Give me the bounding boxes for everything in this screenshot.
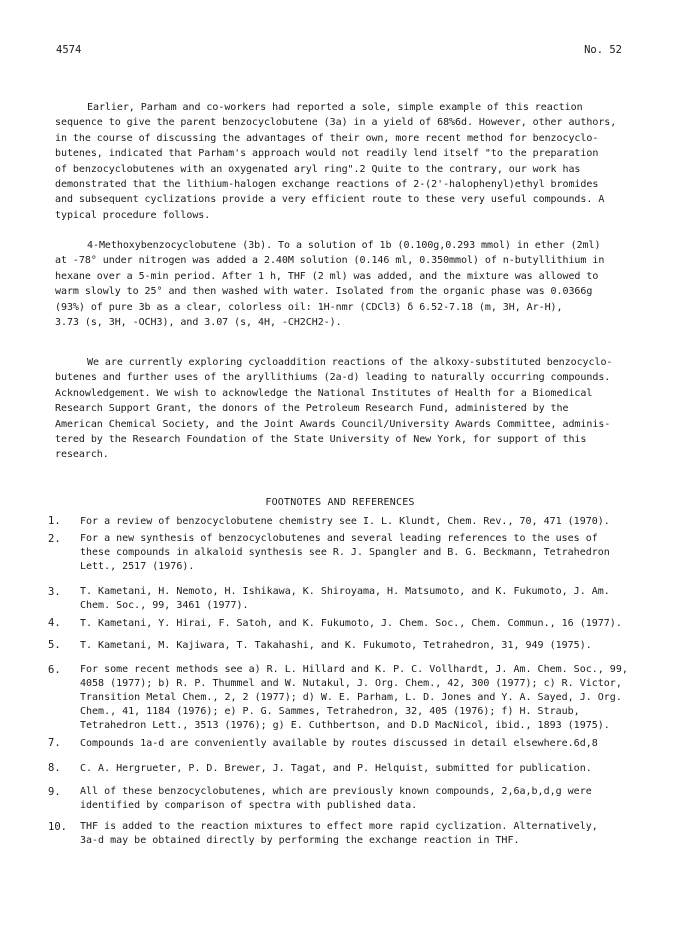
footnote-number: 3. xyxy=(48,586,61,598)
closing-paragraph xyxy=(55,355,631,463)
text-line: research. xyxy=(55,449,109,461)
text-line: butenes and further uses of the aryllithiums (2a-d) leading to naturally occurring compounds. xyxy=(55,372,611,384)
page-number: 4574 xyxy=(56,44,82,56)
footnote-line: Transition Metal Chem., 2, 2 (1977); d) W. E. Parham, L. D. Jones and Y. A. Sayed, J. Org. xyxy=(80,692,622,703)
text-line: American Chemical Society, and the Joint Awards Council/University Awards Committee, adminis- xyxy=(55,418,611,430)
footnote-line: C. A. Hergrueter, P. D. Brewer, J. Tagat, and P. Helquist, submitted for publication. xyxy=(80,763,592,774)
footnote-line: Chem., 41, 1184 (1976); e) P. G. Sammes, Tetrahedron, 32, 405 (1976); f) H. Straub, xyxy=(80,706,580,717)
footnote-line: Chem. Soc., 99, 3461 (1977). xyxy=(80,600,249,611)
footnote-line: identified by comparison of spectra with published data. xyxy=(80,800,418,811)
footnote-line: For some recent methods see a) R. L. Hillard and K. P. C. Vollhardt, J. Am. Chem. Soc., 99, xyxy=(80,664,628,675)
footnote-number: 7. xyxy=(48,737,61,749)
text-line: of benzocyclobutenes with an oxygenated aryl ring".2 Quite to the contrary, our work has xyxy=(55,163,581,175)
text-line: and subsequent cyclizations provide a very efficient route to these very useful compounds. A xyxy=(55,194,605,206)
footnote-number: 2. xyxy=(48,533,61,545)
text-line: warm slowly to 25° and then washed with water. Isolated from the organic phase was 0.0366g xyxy=(55,286,593,298)
footnote-line: Lett., 2517 (1976). xyxy=(80,561,195,572)
text-line: (93%) of pure 3b as a clear, colorless oil: 1H-nmr (CDCl3) δ 6.52-7.18 (m, 3H, Ar-H), xyxy=(55,301,563,313)
footnote-line: 4058 (1977); b) R. P. Thummel and W. Nutakul, J. Org. Chem., 42, 300 (1977); c) R. Victor, xyxy=(80,678,622,689)
footnote-line: these compounds in alkaloid synthesis see R. J. Spangler and B. G. Beckmann, Tetrahedron xyxy=(80,547,610,558)
text-line: tered by the Research Foundation of the State University of New York, for support of this xyxy=(55,434,587,446)
footnote-number: 9. xyxy=(48,786,61,798)
issue-number: No. 52 xyxy=(584,44,622,56)
footnote-number: 10. xyxy=(48,821,67,833)
footnote-line: Compounds 1a-d are conveniently available by routes discussed in detail elsewhere.6d,8 xyxy=(80,738,598,749)
footnote-line: All of these benzocyclobutenes, which are previously known compounds, 2,6a,b,d,g were xyxy=(80,786,592,797)
footnote-number: 4. xyxy=(48,617,61,629)
footnotes-heading: FOOTNOTES AND REFERENCES xyxy=(265,497,415,508)
footnote-number: 6. xyxy=(48,664,61,676)
text-line: Acknowledgement. We wish to acknowledge the National Institutes of Health for a Biomedical xyxy=(55,387,593,399)
procedure-paragraph xyxy=(55,238,631,330)
text-line: Earlier, Parham and co-workers had reported a sole, simple example of this reaction xyxy=(87,102,583,113)
text-line: 4-Methoxybenzocyclobutene (3b). To a solution of 1b (0.100g,0.293 mmol) in ether (2ml) xyxy=(87,240,601,251)
footnote-line: For a new synthesis of benzocyclobutenes and several leading references to the uses of xyxy=(80,533,598,544)
footnote-line: For a review of benzocyclobutene chemistry see I. L. Klundt, Chem. Rev., 70, 471 (1970). xyxy=(80,516,610,527)
text-line: butenes, indicated that Parham's approach would not readily lend itself "to the preparation xyxy=(55,148,599,160)
text-line: 3.73 (s, 3H, -OCH3), and 3.07 (s, 4H, -CH2CH2-). xyxy=(55,317,342,329)
footnote-line: THF is added to the reaction mixtures to effect more rapid cyclization. Alternatively, xyxy=(80,821,598,832)
intro-paragraph xyxy=(55,100,631,223)
text-line: sequence to give the parent benzocyclobutene (3a) in a yield of 68%6d. However, other authors, xyxy=(55,117,617,129)
footnote-line: T. Kametani, M. Kajiwara, T. Takahashi, and K. Fukumoto, Tetrahedron, 31, 949 (1975). xyxy=(80,640,592,651)
footnote-number: 1. xyxy=(48,515,61,527)
text-line: at -78° under nitrogen was added a 2.40M solution (0.146 ml, 0.350mmol) of n-butyllithium in xyxy=(55,255,605,267)
footnote-line: T. Kametani, H. Nemoto, H. Ishikawa, K. Shiroyama, H. Matsumoto, and K. Fukumoto, J. Am. xyxy=(80,586,610,597)
text-line: We are currently exploring cycloaddition reactions of the alkoxy-substituted benzocyclo- xyxy=(87,357,613,368)
footnote-line: T. Kametani, Y. Hirai, F. Satoh, and K. Fukumoto, J. Chem. Soc., Chem. Commun., 16 (1977). xyxy=(80,618,622,629)
footnote-number: 8. xyxy=(48,762,61,774)
text-line: hexane over a 5-min period. After 1 h, THF (2 ml) was added, and the mixture was allowed to xyxy=(55,270,599,282)
text-line: typical procedure follows. xyxy=(55,209,211,221)
text-line: in the course of discussing the advantages of their own, more recent method for benzocyclo- xyxy=(55,132,599,144)
footnote-line: 3a-d may be obtained directly by performing the exchange reaction in THF. xyxy=(80,835,520,846)
text-line: Research Support Grant, the donors of the Petroleum Research Fund, administered by the xyxy=(55,403,569,415)
footnote-number: 5. xyxy=(48,639,61,651)
text-line: demonstrated that the lithium-halogen exchange reactions of 2-(2'-halophenyl)ethyl bromides xyxy=(55,179,599,191)
footnote-line: Tetrahedron Lett., 3513 (1976); g) E. Cuthbertson, and D.D MacNicol, ibid., 1893 (1975). xyxy=(80,720,610,731)
